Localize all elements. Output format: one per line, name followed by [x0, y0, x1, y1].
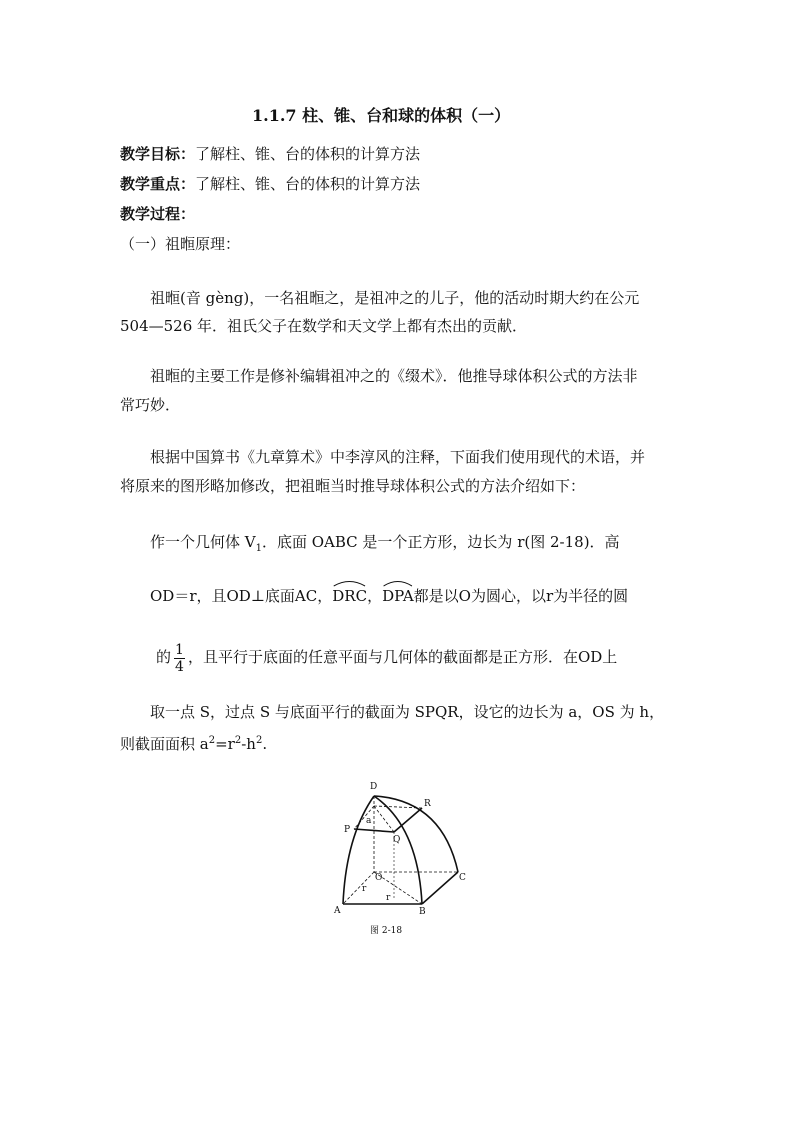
- label-q: Q: [393, 835, 401, 845]
- label-p: P: [344, 825, 351, 835]
- paragraph-7-line-1: 取一点 S，过点 S 与底面平行的截面为 SPQR，设它的边长为 a，OS 为 h，: [150, 703, 665, 721]
- paragraph-5-separator: ，: [367, 587, 383, 605]
- figure-caption: 图 2-18: [370, 926, 403, 936]
- subscript-1: 1: [255, 543, 262, 554]
- label-a-side: a: [366, 816, 372, 826]
- teaching-key-label: 教学重点：: [120, 175, 196, 193]
- paragraph-2-line-2: 常巧妙．: [120, 396, 181, 414]
- superscript-r: 2: [234, 735, 242, 746]
- label-b: B: [419, 907, 426, 917]
- edge-b-c: [422, 872, 458, 904]
- paragraph-1-line-2: 504—526 年．祖氏父子在数学和天文学上都有杰出的贡献．: [120, 317, 528, 335]
- label-d: D: [370, 782, 378, 792]
- paragraph-3-line-2: 将原来的图形略加修改，把祖暅当时推导球体积公式的方法介绍如下：: [120, 477, 586, 495]
- superscript-a: 2: [208, 735, 216, 746]
- superscript-h: 2: [255, 735, 263, 746]
- fraction-one-quarter: [174, 642, 185, 675]
- hidden-edge-oa: [343, 872, 374, 904]
- paragraph-7-line-2: [120, 731, 267, 754]
- p7-text-b: =r: [215, 735, 235, 753]
- p7-text-a: 则截面面积 a: [120, 735, 209, 753]
- teaching-goal-label: 教学目标：: [120, 145, 196, 163]
- section-heading: （一）祖暅原理：: [120, 235, 241, 253]
- paragraph-4: [150, 532, 620, 559]
- fraction-numerator: 1: [175, 641, 184, 658]
- teaching-key-point: [120, 174, 420, 194]
- label-r-ab: r: [386, 893, 391, 903]
- paragraph-5-text-a: OD＝r，且OD⊥底面AC，: [150, 587, 333, 605]
- label-o: O: [375, 873, 383, 883]
- paragraph-5: [150, 586, 628, 606]
- paragraph-4-text-a: 作一个几何体 V: [150, 533, 256, 551]
- teaching-process-heading: 教学过程：: [120, 205, 196, 223]
- arc-drc-label: DRC: [332, 587, 368, 605]
- p7-text-c: -h: [241, 735, 256, 753]
- paragraph-2-line-1: 祖暅的主要工作是修补编辑祖冲之的《缀术》．他推导球体积公式的方法非: [150, 367, 638, 385]
- paragraph-3-line-1: 根据中国算书《九章算术》中李淳风的注释，下面我们使用现代的术语，并: [150, 448, 646, 466]
- label-r: R: [424, 799, 431, 809]
- arc-dpa-label: DPA: [382, 587, 414, 605]
- label-r-oa: r: [362, 884, 367, 894]
- p7-text-d: .: [262, 735, 268, 753]
- arc-dpa: [382, 586, 414, 606]
- page-title: 1.1.7 柱、锥、台和球的体积（一）: [252, 106, 511, 125]
- label-a: A: [334, 906, 341, 916]
- teaching-key-text: 了解柱、锥、台的体积的计算方法: [195, 175, 421, 193]
- paragraph-6: [156, 640, 617, 675]
- figure-2-18: [330, 776, 470, 941]
- teaching-goal-text: 了解柱、锥、台的体积的计算方法: [195, 145, 421, 163]
- teaching-goal: [120, 144, 420, 164]
- paragraph-6-text-b: ，且平行于底面的任意平面与几何体的截面都是正方形．在OD上: [187, 648, 618, 666]
- paragraph-5-text-b: 都是以O为圆心，以r为半径的圆: [413, 587, 629, 605]
- label-c: C: [459, 873, 466, 883]
- arc-db-edge: [374, 796, 422, 904]
- arc-drc: [332, 586, 367, 606]
- paragraph-4-text-b: ．底面 OABC 是一个正方形，边长为 r(图 2-18)．高: [261, 533, 620, 551]
- paragraph-1-line-1: 祖暅(音 gèng)，一名祖暅之，是祖冲之的儿子，他的活动时期大约在公元: [150, 289, 640, 307]
- fraction-denominator: 4: [175, 658, 184, 675]
- paragraph-6-text-a: 的: [156, 648, 172, 666]
